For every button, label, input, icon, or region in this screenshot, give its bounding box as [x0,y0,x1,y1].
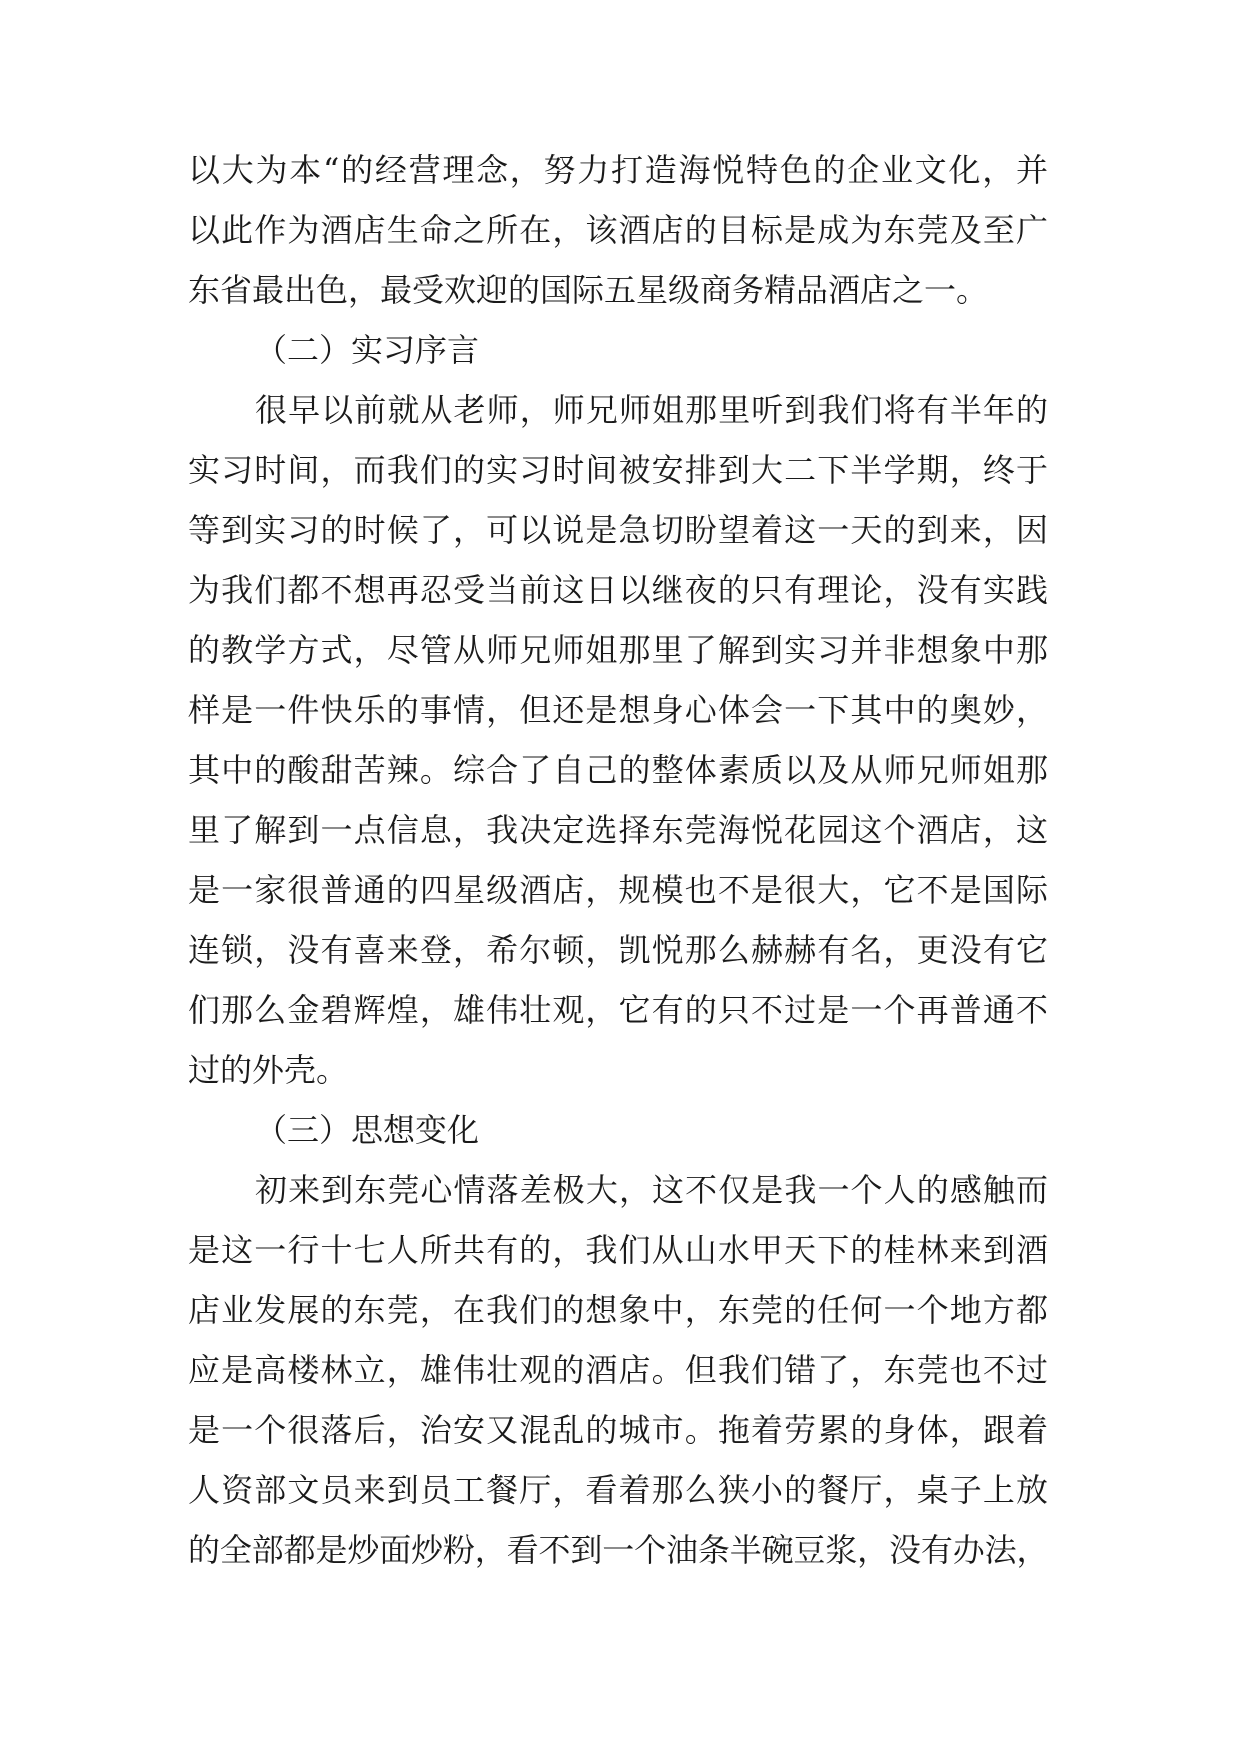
paragraph-line: 以此作为酒店生命之所在，该酒店的目标是成为东莞及至广 [188,211,1048,249]
paragraph-line: 其中的酸甜苦辣。综合了自己的整体素质以及从师兄师姐那 [188,751,1048,789]
paragraph-line: 的全部都是炒面炒粉，看不到一个油条半碗豆浆，没有办法， [188,1531,1048,1569]
paragraph-line: 是一个很落后，治安又混乱的城市。拖着劳累的身体，跟着 [188,1411,1048,1449]
paragraph-line: 是一家很普通的四星级酒店，规模也不是很大，它不是国际 [188,871,1048,909]
paragraph-line: 的教学方式，尽管从师兄师姐那里了解到实习并非想象中那 [188,631,1048,669]
paragraph-line: 很早以前就从老师，师兄师姐那里听到我们将有半年的 [255,391,1048,429]
paragraph-line: 是这一行十七人所共有的，我们从山水甲天下的桂林来到酒 [188,1231,1048,1269]
section-heading: （二）实习序言 [255,331,480,369]
paragraph-line: 东省最出色，最受欢迎的国际五星级商务精品酒店之一。 [188,271,989,309]
section-heading: （三）思想变化 [255,1111,480,1149]
paragraph-line: 应是高楼林立，雄伟壮观的酒店。但我们错了，东莞也不过 [188,1351,1048,1389]
paragraph-line: 店业发展的东莞，在我们的想象中，东莞的任何一个地方都 [188,1291,1048,1329]
paragraph-line: 初来到东莞心情落差极大，这不仅是我一个人的感触而 [255,1171,1048,1209]
paragraph-line: 等到实习的时候了，可以说是急切盼望着这一天的到来，因 [188,511,1048,549]
paragraph-line: 人资部文员来到员工餐厅，看着那么狭小的餐厅，桌子上放 [188,1471,1048,1509]
paragraph-line: 过的外壳。 [188,1051,349,1089]
paragraph-line: 实习时间，而我们的实习时间被安排到大二下半学期，终于 [188,451,1048,489]
paragraph-line: 连锁，没有喜来登，希尔顿，凯悦那么赫赫有名，更没有它 [188,931,1048,969]
paragraph-line: 样是一件快乐的事情，但还是想身心体会一下其中的奥妙， [188,691,1048,729]
paragraph-line: 以大为本“的经营理念，努力打造海悦特色的企业文化，并 [188,151,1048,189]
paragraph-line: 里了解到一点信息，我决定选择东莞海悦花园这个酒店，这 [188,811,1048,849]
paragraph-line: 们那么金碧辉煌，雄伟壮观，它有的只不过是一个再普通不 [188,991,1048,1029]
paragraph-line: 为我们都不想再忍受当前这日以继夜的只有理论，没有实践 [188,571,1048,609]
